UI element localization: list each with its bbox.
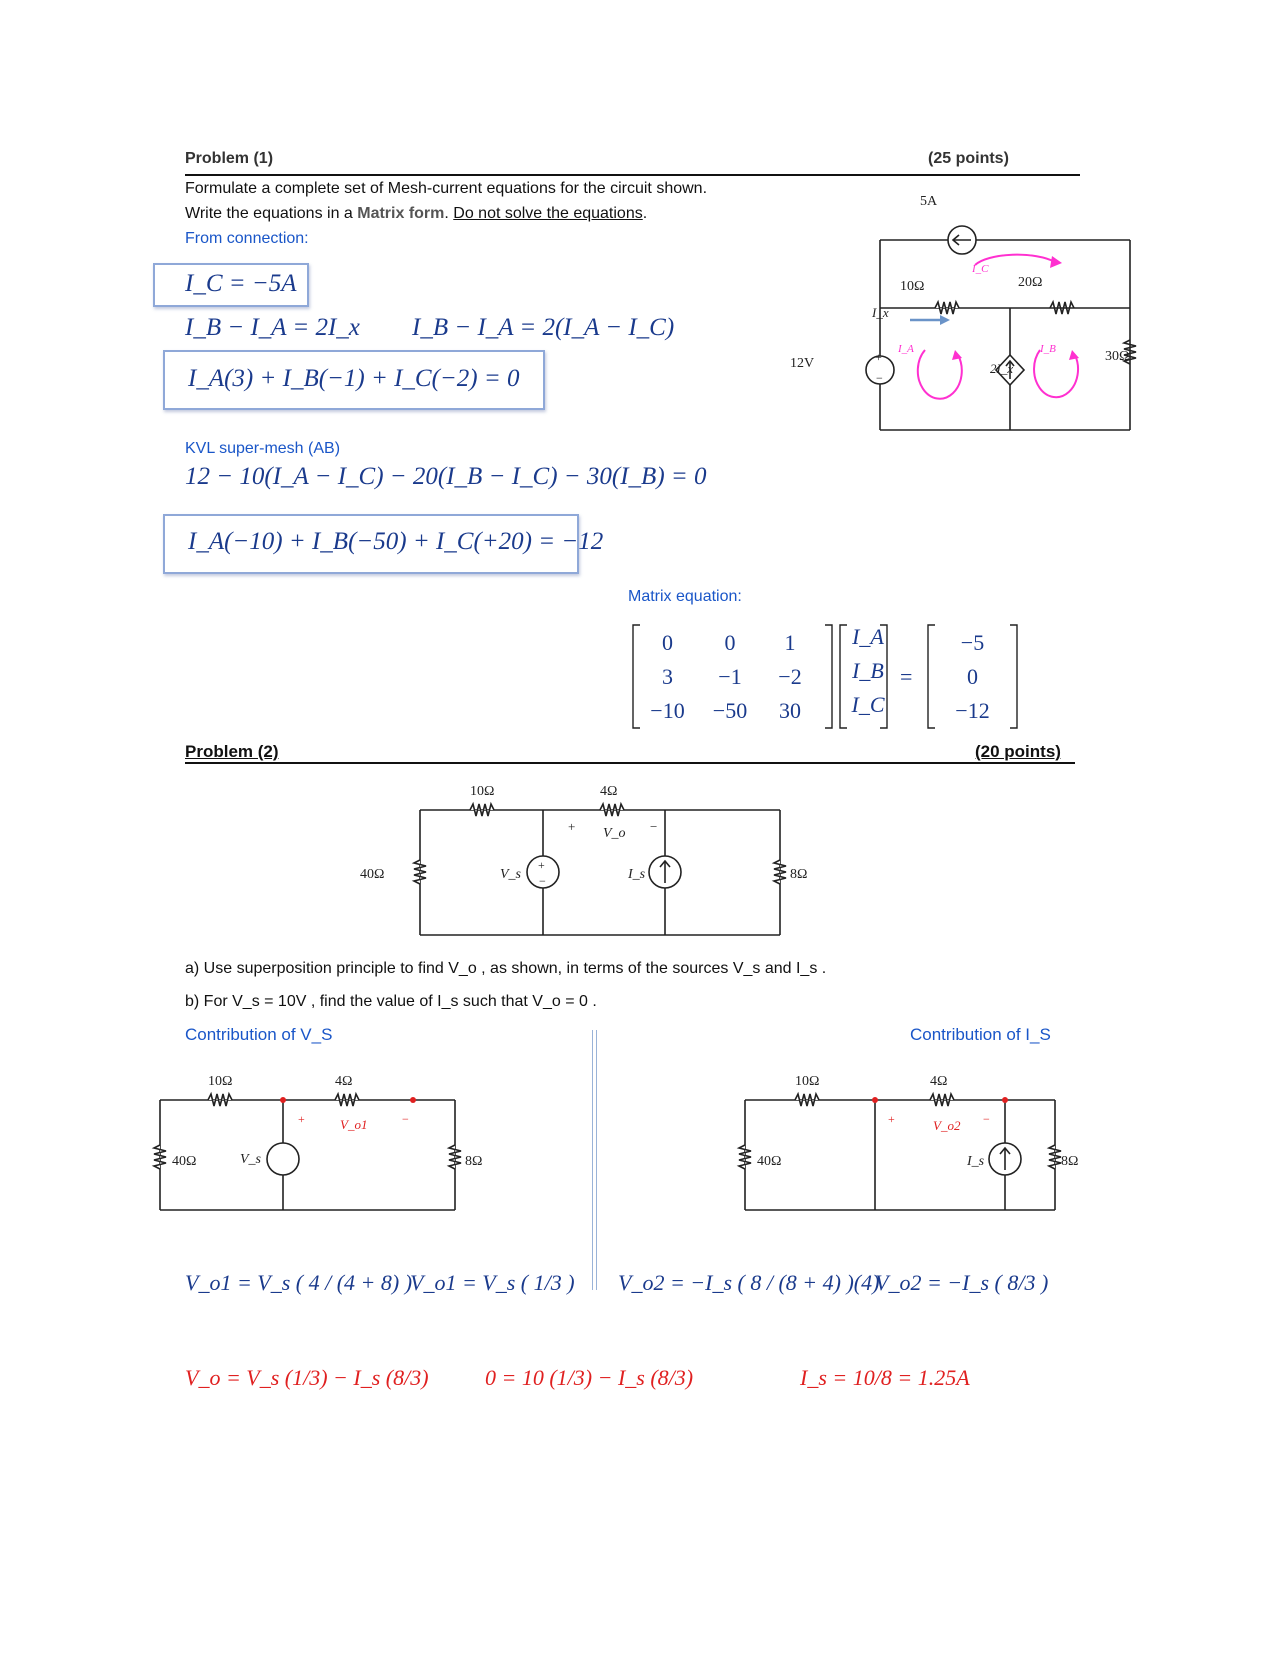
eq-ic: I_C = −5A [185, 270, 297, 297]
problem1-circuit [790, 190, 1200, 450]
question-b: b) For V_s = 10V , find the value of I_s such that V_o = 0 . [185, 993, 597, 1010]
left-r4-label: 4Ω [335, 1074, 353, 1089]
kvl-label: KVL super-mesh (AB) [185, 440, 341, 457]
problem2-title: Problem (2) [185, 742, 279, 761]
p2-r8-label: 8Ω [790, 867, 808, 882]
p2-r4-label: 4Ω [600, 784, 618, 799]
ib-label: I_B [1040, 343, 1056, 355]
left-vs-label: V_s [240, 1152, 261, 1167]
left-vo1-minus: − [402, 1112, 409, 1126]
contrib-vs-label: Contribution of V_S [185, 1025, 333, 1044]
problem1-points: (25 points) [928, 150, 1009, 167]
matrix-variables: I_A I_B I_C [851, 624, 885, 717]
p2-vo-plus: + [568, 819, 576, 834]
from-connection-label: From connection: [185, 230, 309, 247]
p2-r40-label: 40Ω [360, 867, 385, 882]
r10-label: 10Ω [900, 279, 925, 294]
left-r40-label: 40Ω [172, 1154, 197, 1169]
dep-src-label: 2I_x [990, 361, 1014, 376]
v12-minus: − [876, 371, 883, 385]
right-r10-label: 10Ω [795, 1074, 820, 1089]
p2-vs-label: V_s [500, 867, 521, 882]
p2-vs-minus: − [539, 874, 546, 888]
matrix-rhs: −5 0 −12 [955, 630, 990, 723]
vs-contribution-circuit [150, 1055, 510, 1225]
eq-vo2-a: V_o2 = −I_s ( 8 / (8 + 4) )(4) [618, 1270, 880, 1295]
ic-label: I_C [972, 263, 989, 275]
eq-vo-total: V_o = V_s (1/3) − I_s (8/3) [185, 1365, 429, 1390]
problem1-instruction-2: Write the equations in a Matrix form. Do not solve the equations. [185, 205, 648, 222]
right-vo2-plus: + [888, 1112, 895, 1126]
eq-row-2: I_A(3) + I_B(−1) + I_C(−2) = 0 [188, 365, 520, 392]
question-a: a) Use superposition principle to find V_o , as shown, in terms of the sources V_s and I_s . [185, 960, 827, 977]
p2-vs-plus: + [538, 858, 545, 872]
v12-plus: + [875, 350, 882, 364]
contrib-is-label: Contribution of I_S [910, 1025, 1051, 1044]
problem2-points: (20 points) [975, 742, 1061, 761]
right-vo2-label: V_o2 [933, 1118, 961, 1133]
p2-r10-label: 10Ω [470, 784, 495, 799]
ia-label: I_A [898, 343, 914, 355]
r30-label: 30Ω [1105, 349, 1130, 364]
problem2-rule [185, 762, 1075, 764]
matrix-coefficients: 0 0 1 3 −1 −2 −10 −50 30 [650, 630, 802, 723]
src-5a-label: 5A [920, 194, 938, 209]
p2-vo-label: V_o [603, 826, 626, 841]
problem1-title: Problem (1) [185, 150, 274, 167]
ix-label: I_x [872, 305, 889, 320]
left-r8-label: 8Ω [465, 1154, 483, 1169]
eq-constraint-2: I_B − I_A = 2(I_A − I_C) [412, 314, 675, 341]
right-is-label: I_s [967, 1154, 985, 1169]
v12-label: 12V [790, 356, 815, 371]
right-vo2-minus: − [983, 1112, 990, 1126]
problem2-circuit [360, 775, 840, 945]
left-vo1-plus: + [298, 1112, 305, 1126]
matrix-label: Matrix equation: [628, 588, 742, 605]
divider-2 [596, 1030, 597, 1290]
left-vo1-label: V_o1 [340, 1117, 368, 1132]
divider-1 [592, 1030, 593, 1290]
is-contribution-circuit [735, 1055, 1115, 1225]
eq-vo2-b: V_o2 = −I_s ( 8/3 ) [875, 1270, 1049, 1295]
eq-kvl: 12 − 10(I_A − I_C) − 20(I_B − I_C) − 30(I_B) = 0 [185, 463, 707, 490]
eq-row-3: I_A(−10) + I_B(−50) + I_C(+20) = −12 [188, 528, 604, 555]
left-r10-label: 10Ω [208, 1074, 233, 1089]
p2-is-label: I_s [628, 867, 646, 882]
eq-vo-zero: 0 = 10 (1/3) − I_s (8/3) [485, 1365, 694, 1390]
p2-vo-minus: − [650, 819, 658, 834]
r20-label: 20Ω [1018, 275, 1043, 290]
eq-vo1-a: V_o1 = V_s ( 4 / (4 + 8) ) [185, 1270, 413, 1295]
svg-text:=: = [900, 664, 913, 689]
problem1-instruction-1: Formulate a complete set of Mesh-current equations for the circuit shown. [185, 180, 708, 197]
eq-vo1-b: V_o1 = V_s ( 1/3 ) [410, 1270, 575, 1295]
right-r40-label: 40Ω [757, 1154, 782, 1169]
right-r4-label: 4Ω [930, 1074, 948, 1089]
right-r8-label: 8Ω [1061, 1154, 1079, 1169]
eq-constraint-1: I_B − I_A = 2I_x [185, 314, 360, 341]
eq-is-result: I_s = 10/8 = 1.25A [800, 1365, 970, 1390]
problem1-rule [185, 174, 1080, 176]
